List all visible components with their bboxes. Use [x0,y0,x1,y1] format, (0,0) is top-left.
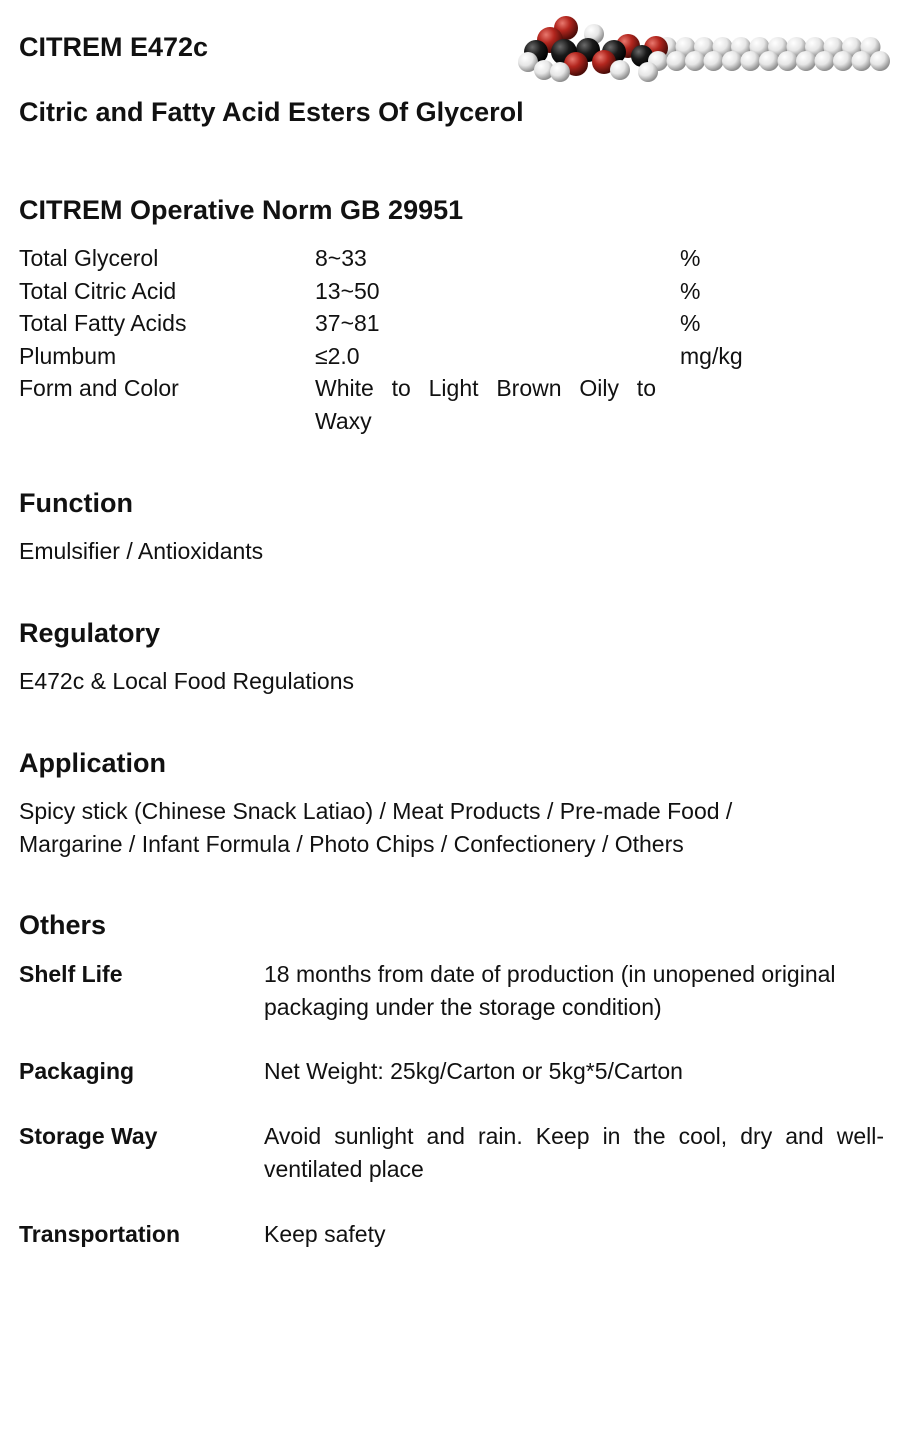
norm-name: Form and Color [19,375,179,401]
norm-value: 37~81 [315,310,380,336]
norm-value: White to Light Brown Oily to Waxy [315,375,656,434]
others-label: Transportation [19,1221,181,1247]
norm-unit: % [680,245,701,271]
others-heading: Others [19,910,107,940]
norm-value: ≤2.0 [315,342,360,369]
product-name: Citric and Fatty Acid Esters Of Glycerol [19,97,524,127]
others-value: 18 months from date of production (in unopened original packaging under the storage condition) [264,961,836,1020]
norm-name: Total Citric Acid [19,277,177,304]
others-value: Keep safety [264,1221,386,1247]
application-text: Spicy stick (Chinese Snack Latiao) / Meat Products / Pre-made Food / Margarine / Infant Formula / Photo Chips / Confectionery / Others [19,798,733,857]
norm-value: 13~50 [315,277,380,304]
application-heading: Application [19,748,166,778]
norm-unit: mg/kg [680,342,743,369]
others-label: Packaging [19,1058,135,1084]
norm-heading: CITREM Operative Norm GB 29951 [19,195,464,225]
others-value: Net Weight: 25kg/Carton or 5kg*5/Carton [264,1058,683,1084]
norm-value: 8~33 [315,245,367,271]
norm-name: Plumbum [19,342,117,369]
norm-unit: % [680,310,701,336]
product-code: CITREM E472c [19,32,209,62]
function-text: Emulsifier / Antioxidants [19,538,264,564]
norm-name: Total Glycerol [19,245,159,271]
others-label: Storage Way [19,1123,158,1149]
norm-unit: % [680,277,701,304]
function-heading: Function [19,488,133,518]
others-label: Shelf Life [19,961,123,987]
regulatory-heading: Regulatory [19,618,161,648]
others-value: Avoid sunlight and rain. Keep in the cool, dry and well-ventilated place [264,1123,884,1182]
molecule-model-icon [508,12,892,90]
regulatory-text: E472c & Local Food Regulations [19,668,354,694]
norm-name: Total Fatty Acids [19,310,187,336]
